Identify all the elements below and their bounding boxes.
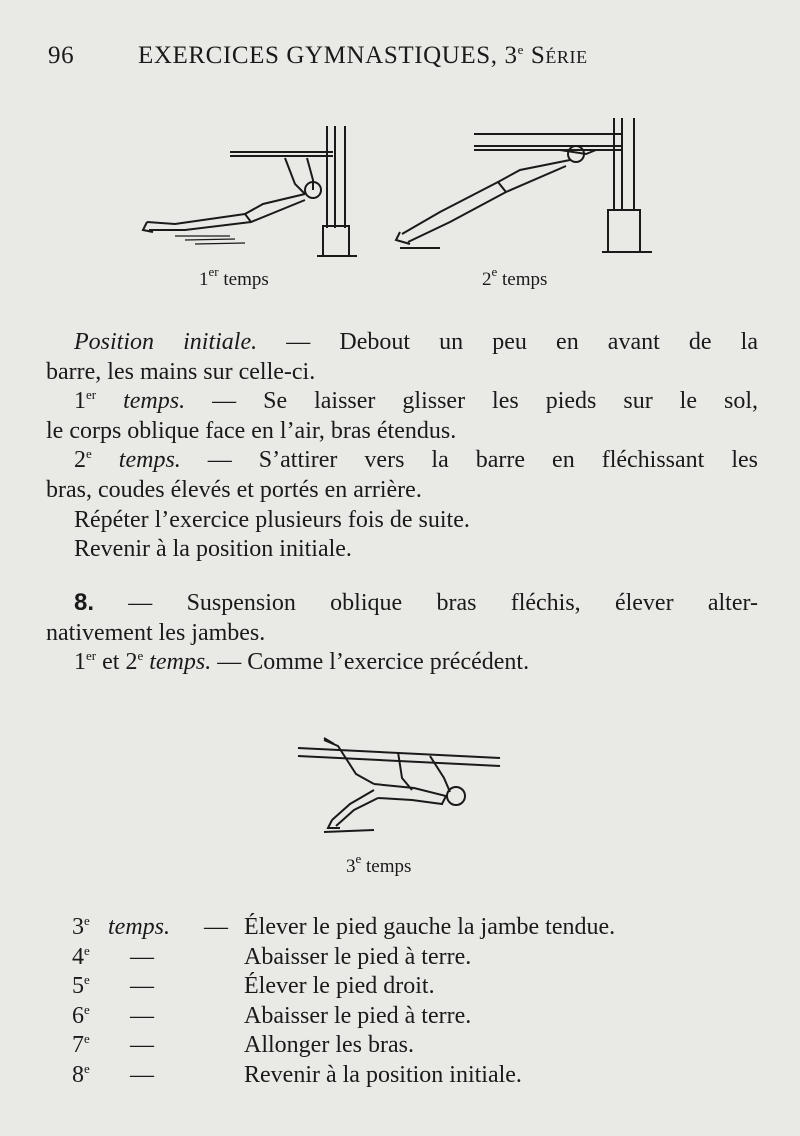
step-dash: — — [130, 943, 154, 970]
exercise-8-number: 8. — [74, 589, 95, 616]
line-position-initiale — [46, 328, 758, 358]
t2-label: temps. — [91, 447, 181, 474]
step-num: 4 — [72, 943, 84, 970]
step-dash: — — [130, 1002, 154, 1029]
label-position-initiale: Position initiale. — [74, 329, 258, 355]
exercise-7-description — [46, 328, 758, 565]
step-num: 6 — [72, 1002, 84, 1029]
running-title-sup: e — [517, 42, 524, 57]
caption-number: 2 — [482, 269, 492, 290]
t1-sup: er — [86, 387, 97, 403]
text-temps-1-line2: le corps oblique face en l’air, bras étendus. — [46, 417, 457, 444]
figure-2-caption — [482, 264, 548, 291]
step-num: 8 — [72, 1061, 84, 1088]
text-position-line2: barre, les mains sur celle-ci. — [46, 358, 316, 385]
step-label: temps. — [108, 914, 170, 940]
step-dash: — — [130, 1061, 154, 1088]
ex8-sup2: e — [137, 648, 144, 664]
caption-sup: er — [208, 264, 219, 279]
step-text: Abaisser le pied à terre. — [244, 1002, 472, 1029]
step-5 — [72, 972, 762, 1002]
line-exercise-8-temps — [46, 648, 758, 678]
page-header — [48, 42, 760, 72]
exercise-8-title-line2: nativement les jambes. — [46, 619, 266, 646]
step-dash: — — [204, 914, 228, 940]
step-sup: e — [84, 942, 90, 958]
step-sup: e — [84, 972, 90, 988]
step-text: Allonger les bras. — [244, 1032, 414, 1059]
steps-list — [72, 913, 762, 1091]
step-dash: — — [130, 973, 154, 1000]
step-3 — [72, 913, 762, 943]
t1-label: temps. — [96, 388, 186, 415]
step-number — [72, 1002, 90, 1032]
t1-rest: — Se laisser glisser les pieds sur le sol, — [185, 388, 759, 415]
text-temps-2-line2: bras, coudes élevés et portés en arrière. — [46, 476, 422, 503]
step-num: 3 — [72, 914, 84, 940]
line-temps-2 — [46, 446, 758, 476]
figure-1-temps — [135, 118, 365, 268]
ex8-num2: 2 — [125, 649, 138, 676]
t2-sup: e — [86, 446, 92, 462]
ex8-num1: 1 — [74, 649, 86, 676]
step-number — [72, 1061, 90, 1091]
caption-sup: e — [355, 851, 362, 866]
exercise-8-description — [46, 588, 758, 678]
step-text: Élever le pied droit. — [244, 973, 435, 1000]
running-title-main: EXERCICES GYMNASTIQUES, 3 — [138, 42, 518, 69]
ex8-label: temps. — [143, 649, 212, 676]
step-number — [72, 1031, 90, 1061]
running-title — [138, 42, 588, 70]
step-dash: — — [130, 1032, 154, 1059]
step-num: 7 — [72, 1032, 84, 1059]
text-return: Revenir à la position initiale. — [74, 536, 352, 563]
figure-3-caption — [346, 851, 412, 878]
step-sup: e — [84, 1060, 90, 1076]
step-text: Revenir à la position initiale. — [244, 1061, 522, 1088]
step-sup: e — [84, 913, 90, 928]
text-position-line1: — Debout un peu en avant de la — [257, 329, 758, 355]
step-number — [72, 943, 90, 973]
step-6 — [72, 1002, 762, 1032]
step-number — [72, 913, 90, 943]
caption-sup: e — [491, 264, 498, 279]
ex8-et: et — [96, 649, 126, 676]
caption-number: 3 — [346, 856, 356, 877]
caption-text: temps — [497, 269, 548, 290]
t2-rest: — S’attirer vers la barre en fléchissant les — [180, 447, 758, 474]
figure-3-temps — [294, 734, 504, 839]
line-temps-1 — [46, 387, 758, 417]
t2-num: 2 — [74, 447, 86, 474]
running-title-tail: Série — [523, 42, 588, 69]
caption-number: 1 — [199, 269, 209, 290]
t1-num: 1 — [74, 388, 86, 415]
figure-2-temps — [390, 112, 660, 262]
line-exercise-8 — [46, 588, 758, 619]
step-text: Élever le pied gauche la jambe tendue. — [244, 914, 616, 940]
step-num: 5 — [72, 973, 84, 1000]
step-7 — [72, 1031, 762, 1061]
exercise-8-title-line1: — Suspension oblique bras fléchis, élever alter- — [94, 590, 758, 616]
step-text: Abaisser le pied à terre. — [244, 943, 472, 970]
step-number — [72, 972, 90, 1002]
caption-text: temps — [218, 269, 269, 290]
step-sup: e — [84, 1031, 90, 1047]
step-4 — [72, 943, 762, 973]
page-number: 96 — [48, 42, 75, 69]
caption-text: temps — [361, 856, 412, 877]
step-8 — [72, 1061, 762, 1091]
figure-1-caption — [199, 264, 269, 291]
step-sup: e — [84, 1001, 90, 1017]
ex8-rest: — Comme l’exercice précédent. — [211, 649, 530, 676]
text-repeat: Répéter l’exercice plusieurs fois de suite. — [74, 506, 470, 533]
ex8-sup1: er — [86, 648, 97, 664]
